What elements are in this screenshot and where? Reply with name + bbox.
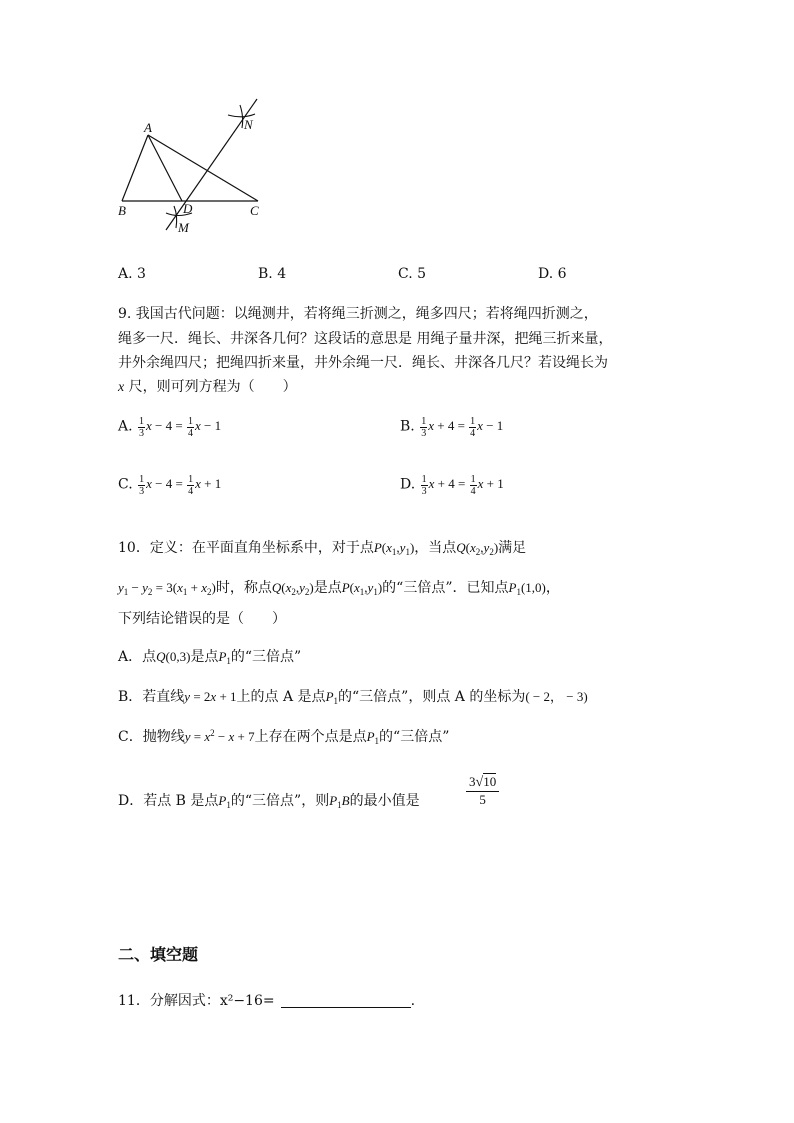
option-letter: C.: [118, 476, 133, 493]
option-letter: A.: [118, 418, 133, 435]
label-a: A: [144, 120, 152, 135]
q11-line: [118, 990, 415, 1010]
q10-option-b: B．若直线y = 2x + 1上的点 A 是点$P_1$的“三倍点”，则点 A 的坐标为( − 2， − 3): [118, 689, 588, 706]
label-d: D: [183, 201, 193, 216]
min-value-fraction: 3√10 5: [466, 774, 499, 808]
q10-option-a: A．点Q(0,3)是点$P_1$的“三倍点”: [118, 649, 302, 666]
q11-end: .: [410, 993, 416, 1009]
q8-option-d: D. 6: [538, 266, 567, 282]
q9-line-4: [118, 376, 297, 396]
segment-ab: [122, 135, 148, 201]
q9-option-b: B. $\frac{1}{3}$ x + 4 = $\frac{1}{4}$ x − 1: [400, 416, 504, 439]
q9-line-2: 绳多一尺．绳长、井深各几何？这段话的意思是 用绳子量井深，把绳三折来量，: [118, 331, 613, 347]
q9-line-1: 9. 我国古代问题：以绳测井，若将绳三折测之，绳多四尺；若将绳四折测之，: [118, 306, 598, 322]
option-letter: D.: [400, 476, 416, 493]
q10-line-2: $y_1 - y_2 = 3(x_1 + x_2)$时，称点$Q(x_2,y_2)$是点$P(x_1,y_1)$的“三倍点”．已知点$P_1(1,0)$，: [118, 580, 560, 597]
q8-option-b: B. 4: [258, 266, 287, 282]
q8-option-a: A. 3: [118, 266, 146, 282]
q10-option-d: D．若点 B 是点$P_1$的“三倍点”，则$P_1B$的最小值是: [118, 793, 420, 810]
q9-line-4-text: 尺，则可列方程为（ ）: [124, 379, 297, 395]
label-m: M: [178, 220, 189, 235]
option-letter: B.: [400, 418, 415, 435]
section-title: 二、填空题: [118, 945, 199, 964]
triangle-figure: [110, 95, 280, 240]
q9-option-d: D. $\frac{1}{3}$ x + 4 = $\frac{1}{4}$ x + 1: [400, 474, 504, 497]
label-n: N: [244, 117, 253, 132]
q10-option-c: C．抛物线$y = x^2 - x + 7$上存在两个点是点$P_1$的“三倍点”: [118, 728, 450, 746]
q10-line-1: 10．定义：在平面直角坐标系中，对于点$P(x_1,y_1)$，当点$Q(x_2,y_2)$满足: [118, 540, 527, 557]
q9-option-a: A. $\frac{1}{3}$ x − 4 = $\frac{1}{4}$ x − 1: [118, 416, 222, 439]
q11-text: 11．分解因式：x²−16=: [118, 993, 275, 1009]
label-b: B: [118, 203, 126, 218]
answer-blank[interactable]: [281, 993, 411, 1008]
q10-line-3: 下列结论错误的是（ ）: [118, 611, 286, 627]
q8-option-c: C. 5: [398, 266, 427, 282]
variable-x: x: [118, 380, 125, 395]
label-c: C: [250, 203, 259, 218]
q9-line-3: 井外余绳四尺；把绳四折来量，井外余绳一尺．绳长、井深各几尺？若设绳长为: [118, 355, 608, 371]
q9-option-c: C. $\frac{1}{3}$ x − 4 = $\frac{1}{4}$ x + 1: [118, 474, 222, 497]
